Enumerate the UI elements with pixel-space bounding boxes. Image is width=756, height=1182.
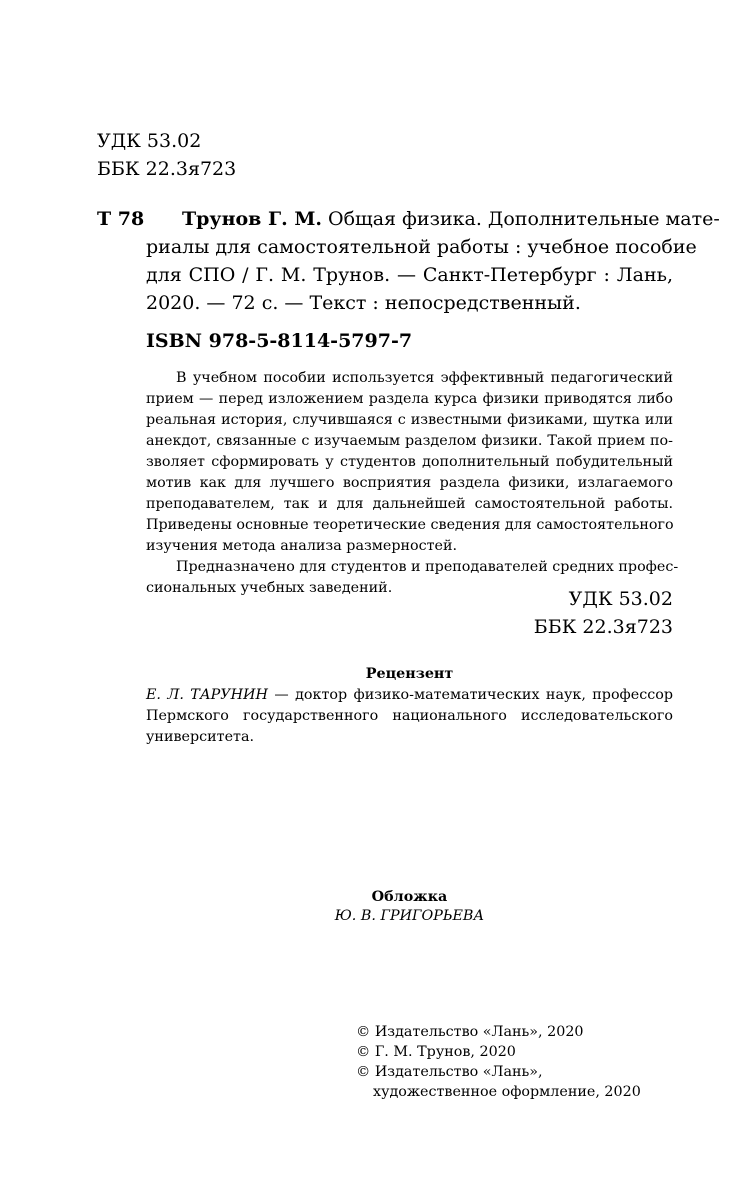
abstract-line: зволяет сформировать у студентов дополнительный побудительный: [146, 454, 673, 470]
purpose-line: Предназначено для студентов и преподавателей средних профес-: [176, 559, 679, 575]
abstract-line: Приведены основные теоретические сведения для самостоятельного: [146, 517, 674, 533]
abstract-line: реальная история, случившаяся с известными физиками, шутка или: [146, 412, 673, 428]
copyright-line-2: © Г. М. Трунов, 2020: [356, 1044, 516, 1060]
reviewer-line-2: Пермского государственного национального исследовательского: [146, 708, 673, 724]
reviewer-line-1: [146, 685, 673, 706]
purpose-line: сиональных учебных заведений.: [146, 580, 393, 596]
biblio-line-4: 2020. — 72 с. — Текст : непосредственный.: [146, 292, 581, 314]
isbn: ISBN 978-5-8114-5797-7: [146, 330, 413, 352]
reviewer-credentials: — доктор физико-математических наук, профессор: [268, 687, 673, 703]
udk-top: УДК 53.02: [97, 130, 202, 152]
udk-bottom: УДК 53.02: [568, 588, 673, 610]
cover-designer-name: Ю. В. ГРИГОРЬЕВА: [334, 908, 485, 924]
biblio-line-2: риалы для самостоятельной работы : учебное пособие: [146, 236, 697, 258]
abstract-line: преподавателем, так и для дальнейшей самостоятельной работы.: [146, 496, 673, 512]
bbk-bottom: ББК 22.3я723: [533, 616, 673, 638]
biblio-author: Трунов Г. М.: [182, 208, 322, 230]
copyright-line-3: © Издательство «Лань»,: [356, 1064, 543, 1080]
copyright-line-1: © Издательство «Лань», 2020: [356, 1024, 584, 1040]
author-sign: Т 78: [97, 208, 145, 230]
abstract-line: В учебном пособии используется эффективный педагогический: [176, 370, 673, 386]
copyright-line-4: художественное оформление, 2020: [373, 1084, 641, 1100]
bbk-top: ББК 22.3я723: [97, 158, 237, 180]
cover-heading: Обложка: [371, 889, 448, 905]
reviewer-name: Е. Л. ТАРУНИН: [146, 687, 268, 703]
abstract-line: прием — перед изложением раздела курса физики приводятся либо: [146, 391, 673, 407]
biblio-title: Общая физика. Дополнительные мате-: [321, 208, 720, 230]
abstract-line: мотив как для лучшего восприятия раздела физики, излагаемого: [146, 475, 673, 491]
biblio-line-3: для СПО / Г. М. Трунов. — Санкт-Петербург : Лань,: [146, 264, 673, 286]
abstract-line: изучения метода анализа размерностей.: [146, 538, 458, 554]
reviewer-heading: Рецензент: [365, 666, 454, 682]
reviewer-line-3: университета.: [146, 729, 255, 745]
abstract-line: анекдот, связанные с изучаемым разделом физики. Такой прием по-: [146, 433, 673, 449]
biblio-line-1: [182, 205, 720, 233]
